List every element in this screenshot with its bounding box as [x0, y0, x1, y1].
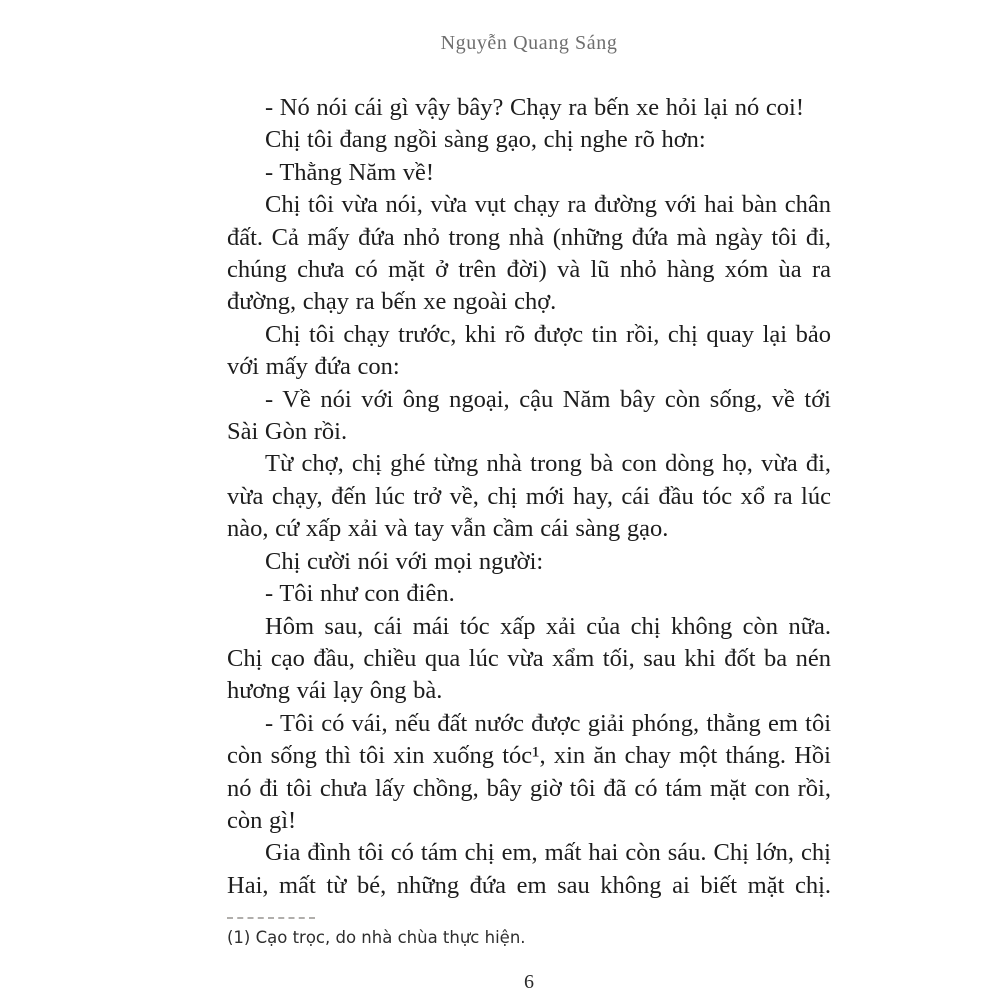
footnote-text: (1) Cạo trọc, do nhà chùa thực hiện. [227, 928, 526, 947]
paragraph: Gia đình tôi có tám chị em, mất hai còn sáu. Chị lớn, chị Hai, mất từ bé, những đứa em sau không ai biết mặt chị. [227, 839, 831, 899]
paragraph: Hôm sau, cái mái tóc xấp xải của chị không còn nữa. Chị cạo đầu, chiều qua lúc vừa xẩm tối, sau khi đốt ba nén hương vái lạy ông bà. [227, 612, 831, 705]
page-number: 6 [524, 971, 534, 993]
footnote-divider [227, 917, 315, 919]
paragraph: - Nó nói cái gì vậy bây? Chạy ra bến xe hỏi lại nó coi! [265, 94, 805, 121]
paragraph: - Về nói với ông ngoại, cậu Năm bây còn sống, về tới Sài Gòn rồi. [227, 385, 831, 446]
paragraph: Chị tôi đang ngồi sàng gạo, chị nghe rõ hơn: [265, 126, 706, 154]
paragraph: - Tôi có vái, nếu đất nước được giải phóng, thằng em tôi còn sống thì tôi xin xuống tóc¹, xin ăn chay một tháng. Hồi nó đi tôi chưa lấy chồng, bây giờ tôi đã có tám mặt con rồi, còn gì! [227, 709, 831, 834]
body-text [227, 92, 831, 902]
paragraph: - Thằng Năm về! [265, 158, 435, 186]
running-header-author: Nguyễn Quang Sáng [440, 32, 618, 54]
paragraph: Chị tôi chạy trước, khi rõ được tin rồi, chị quay lại bảo với mấy đứa con: [227, 320, 831, 381]
paragraph: - Tôi như con điên. [265, 580, 455, 608]
paragraph: Chị cười nói với mọi người: [265, 547, 544, 575]
footnote-area [227, 917, 831, 948]
paragraph: Chị tôi vừa nói, vừa vụt chạy ra đường với hai bàn chân đất. Cả mấy đứa nhỏ trong nhà (những đứa mà ngày tôi đi, chúng chưa có mặt ở trên đời) và lũ nhỏ hàng xóm ùa ra đường, chạy ra bến xe ngoài chợ. [227, 191, 831, 316]
paragraph: Từ chợ, chị ghé từng nhà trong bà con dòng họ, vừa đi, vừa chạy, đến lúc trở về, chị mới hay, cái đầu tóc xổ ra lúc nào, cứ xấp xải và tay vẫn cầm cái sàng gạo. [227, 450, 831, 543]
